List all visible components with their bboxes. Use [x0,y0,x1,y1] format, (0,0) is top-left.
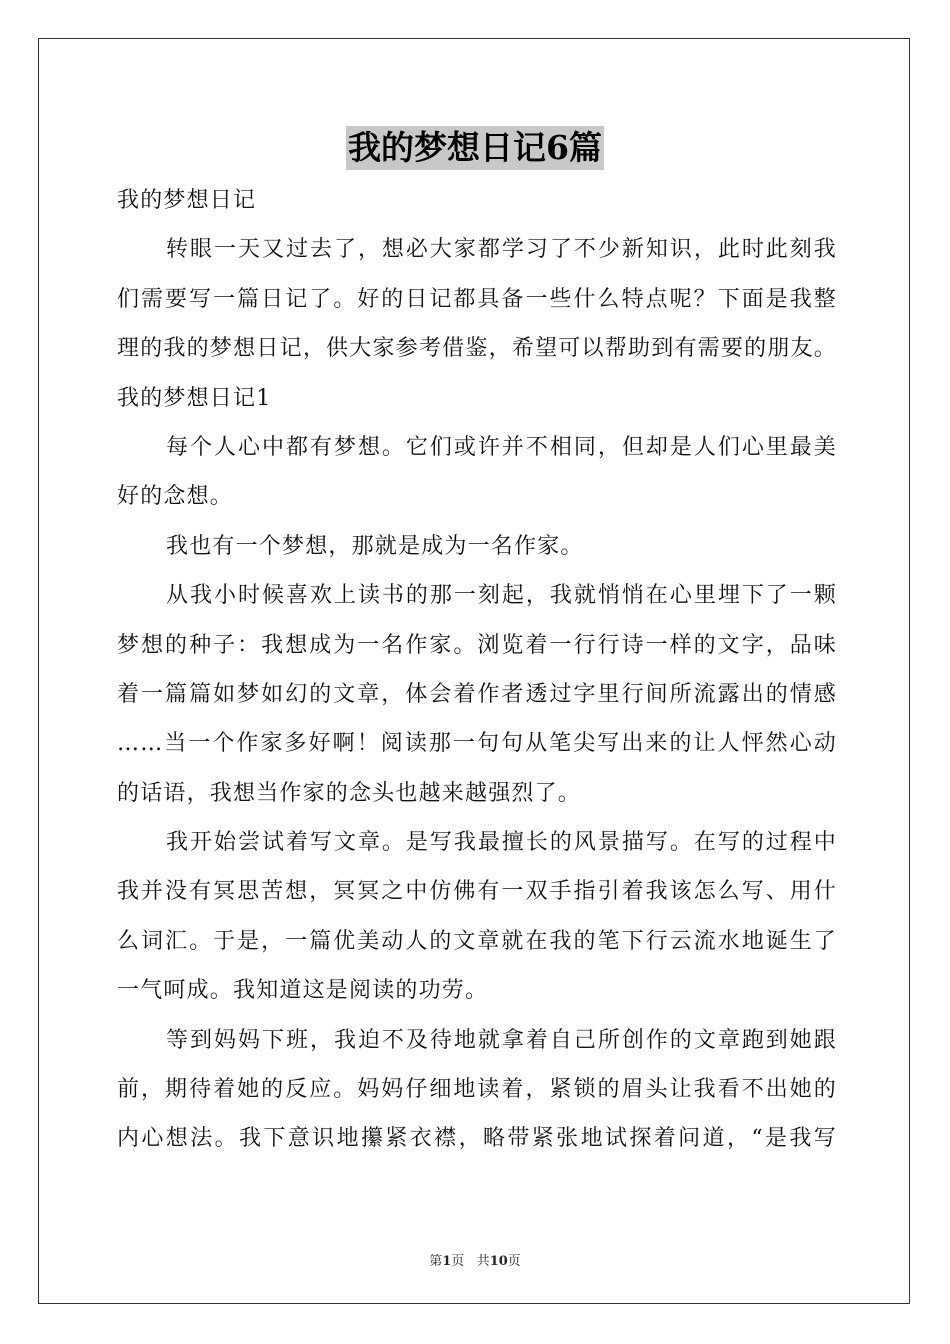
text-line: 从我小时候喜欢上读书的那一刻起，我就悄悄在心里埋下了一颗 [166,583,837,609]
text-line: 的话语，我想当作家的念头也越来越强烈了。 [117,780,582,806]
text-line: 每个人心中都有梦想。它们或许并不相同，但却是人们心里最美 [166,434,837,460]
text-line: 着一篇篇如梦如幻的文章，体会着作者透过字里行间所流露出的情感 [117,681,837,707]
footer-page-prefix: 第 [429,1254,443,1269]
text-line: 么词汇。于是，一篇优美动人的文章就在我的笔下行云流水地诞生了 [117,928,837,954]
text-line: 前，期待着她的反应。妈妈仔细地读着，紧锁的眉头让我看不出她的 [117,1077,837,1103]
text-line: 我也有一个梦想，那就是成为一名作家。 [166,533,584,559]
text-line: 等到妈妈下班，我迫不及待地就拿着自己所创作的文章跑到她跟 [166,1027,837,1053]
text-line: 好的念想。 [117,484,234,510]
text-line: 转眼一天又过去了，想必大家都学习了不少新知识，此时此刻我 [166,237,837,263]
footer-total-prefix: 共 [476,1254,490,1269]
footer-page-suffix: 页 [451,1254,465,1269]
text-line: 我并没有冥思苦想，冥冥之中仿佛有一双手指引着我该怎么写、用什 [117,879,837,905]
text-line: 梦想的种子：我想成为一名作家。浏览着一行行诗一样的文字，品味 [117,632,837,658]
title-container [0,126,950,170]
text-line: ……当一个作家多好啊！阅读那一句句从笔尖写出来的让人怦然心动 [117,731,837,757]
text-line: 我开始尝试着写文章。是写我最擅长的风景描写。在写的过程中 [166,830,837,856]
text-line: 我的梦想日记1 [117,385,272,411]
text-line: 我的梦想日记 [117,188,257,213]
footer-total-suffix: 页 [507,1254,521,1269]
text-line: 一气呵成。我知道这是阅读的功劳。 [117,978,489,1004]
footer-page-current: 1 [442,1254,452,1269]
text-line: 们需要写一篇日记了。好的日记都具备一些什么特点呢？下面是我整 [117,286,837,312]
document-title: 我的梦想日记6篇 [346,126,604,170]
text-line: 内心想法。我下意识地攥紧衣襟，略带紧张地试探着问道，“是我写 [117,1126,837,1152]
document-body [117,176,837,1164]
footer-page-total: 10 [489,1254,508,1269]
text-line: 理的我的梦想日记，供大家参考借鉴，希望可以帮助到有需要的朋友。 [117,336,837,362]
page-footer [0,1250,950,1269]
